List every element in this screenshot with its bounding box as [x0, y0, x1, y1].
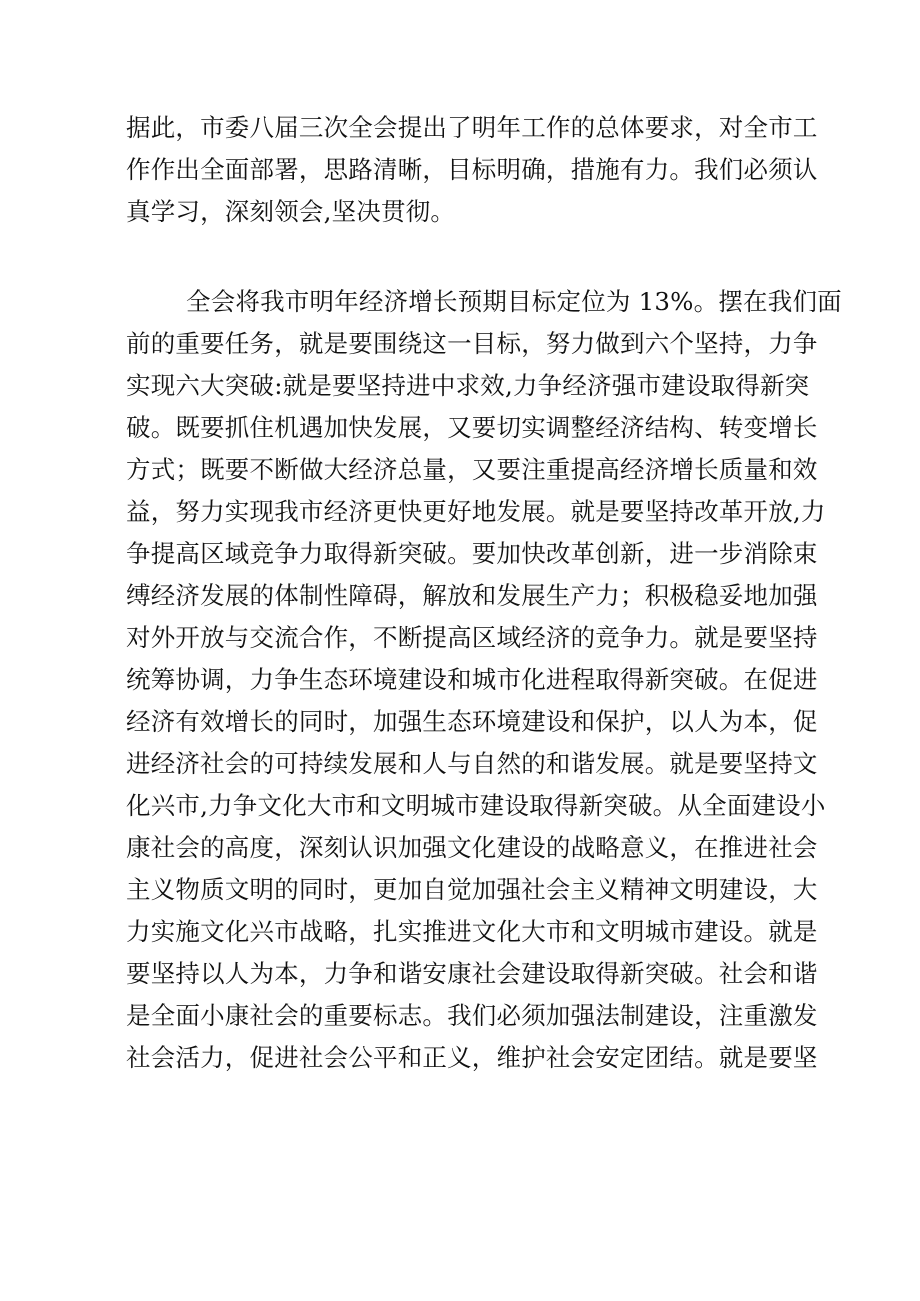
- paragraph-2-line-15: 主义物质文明的同时，更加自觉加强社会主义精神文明建设，大: [126, 875, 818, 904]
- paragraph-2-line-16: 力实施文化兴市战略，扎实推进文化大市和文明城市建设。就是: [126, 917, 818, 946]
- paragraph-2-line-13: 化兴市,力争文化大市和文明城市建设取得新突破。从全面建设小: [126, 791, 826, 820]
- paragraph-2-line-18: 是全面小康社会的重要标志。我们必须加强法制建设，注重激发: [126, 1001, 818, 1030]
- paragraph-2-line-12: 进经济社会的可持续发展和人与自然的和谐发展。就是要坚持文: [126, 749, 818, 778]
- paragraph-2-line-3: 实现六大突破:就是要坚持进中求效,力争经济强市建设取得新突: [126, 371, 810, 400]
- paragraph-2-line-9: 对外开放与交流合作，不断提高区域经济的竞争力。就是要坚持: [126, 623, 818, 652]
- paragraph-1-line-2: 作作出全面部署，思路清晰，目标明确，措施有力。我们必须认: [126, 155, 818, 184]
- paragraph-2-line-7: 争提高区域竞争力取得新突破。要加快改革创新，进一步消除束: [126, 539, 818, 568]
- paragraph-2-line-14: 康社会的高度，深刻认识加强文化建设的战略意义，在推进社会: [126, 833, 818, 862]
- paragraph-2-line-19: 社会活力，促进社会公平和正义，维护社会安定团结。就是要坚: [126, 1043, 818, 1072]
- paragraph-2-line-11: 经济有效增长的同时，加强生态环境建设和保护，以人为本，促: [126, 707, 818, 736]
- paragraph-2-line-4: 破。既要抓住机遇加快发展，又要切实调整经济结构、转变增长: [126, 413, 818, 442]
- paragraph-2-line-5: 方式；既要不断做大经济总量，又要注重提高经济增长质量和效: [126, 455, 818, 484]
- paragraph-2-line-10: 统筹协调，力争生态环境建设和城市化进程取得新突破。在促进: [126, 665, 818, 694]
- paragraph-2-line-2: 前的重要任务，就是要围绕这一目标，努力做到六个坚持，力争: [126, 329, 818, 358]
- paragraph-2-line-17: 要坚持以人为本，力争和谐安康社会建设取得新突破。社会和谐: [126, 959, 818, 988]
- paragraph-2-line-1: 全会将我市明年经济增长预期目标定位为 13%。摆在我们面: [186, 287, 842, 316]
- paragraph-2-line-8: 缚经济发展的体制性障碍，解放和发展生产力；积极稳妥地加强: [126, 581, 818, 610]
- paragraph-2-line-6: 益，努力实现我市经济更快更好地发展。就是要坚持改革开放,力: [126, 497, 826, 526]
- paragraph-1-line-1: 据此，市委八届三次全会提出了明年工作的总体要求，对全市工: [126, 113, 818, 142]
- paragraph-1-line-3: 真学习，深刻领会,坚决贯彻。: [126, 197, 456, 226]
